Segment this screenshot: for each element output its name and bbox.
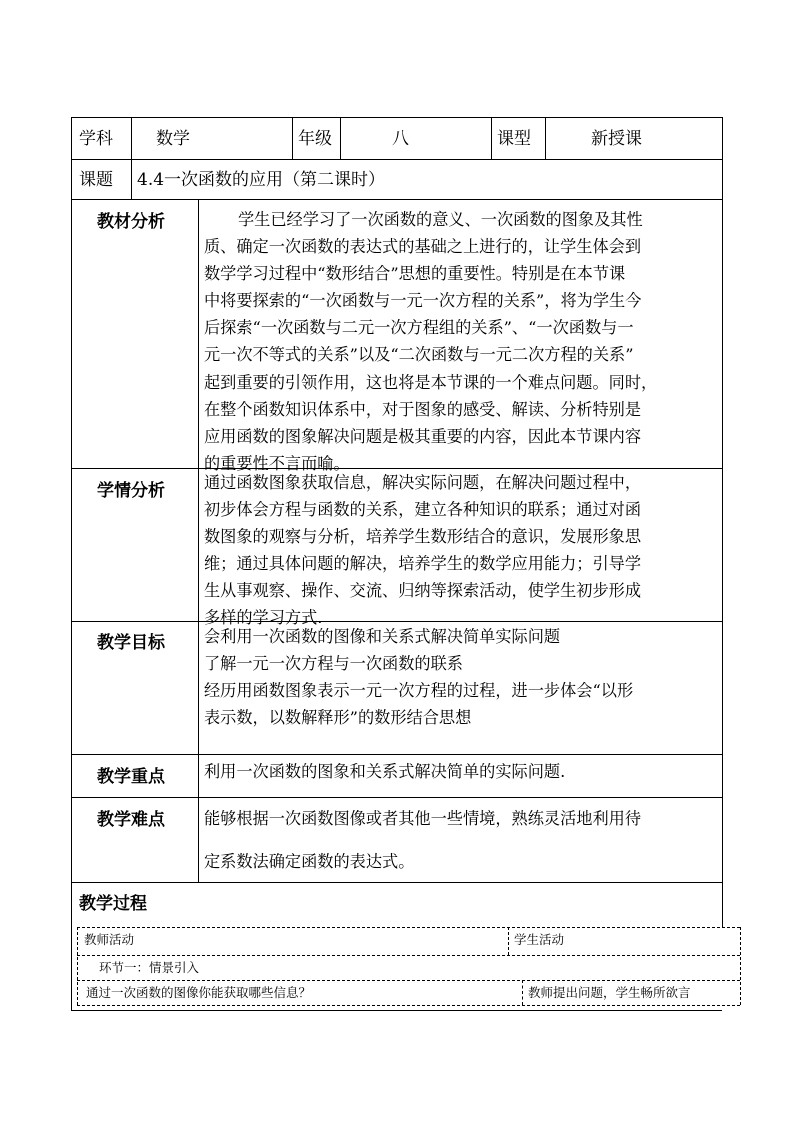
student-analysis-text [204,469,641,632]
student-analysis-label: 学情分析 [97,481,165,501]
difficult-points-line1: 能够根据一次函数图像或者其他一些情境，熟练灵活地利用待 [204,809,642,828]
student-line: 生从事观察、操作、交流、归纳等探索活动，使学生初步形成 [204,581,642,601]
material-analysis-label: 教材分析 [97,212,165,232]
key-points-text: 利用一次函数的图象和关系式解决简单的实际问题. [204,762,566,781]
material-line: 质、确定一次函数的表达式的基础之上进行的，让学生体会到 [204,237,642,257]
material-line: 应用函数的图象解决问题是极其重要的内容，因此本节课内容 [204,426,642,446]
student-line: 数图象的观察与分析，培养学生数形结合的意识，发展形象思 [204,527,642,547]
student-activity-header: 学生活动 [514,932,565,947]
material-line: 数学学习过程中“数形结合”思想的重要性。特别是在本节课 [204,264,626,284]
row1-teacher-text: 通过一次函数的图像你能获取哪些信息？ [86,985,312,1000]
lesson-type-value: 新授课 [591,129,642,149]
goal-line: 了解一元一次方程与一次函数的联系 [204,654,463,674]
subject-label: 学科 [79,129,113,149]
subject-value: 数学 [156,129,190,149]
student-line: 多样的学习方式. [204,608,323,628]
key-points-label: 教学重点 [97,767,165,787]
material-line: 学生已经学习了一次函数的意义、一次函数的图象及其性 [238,210,643,229]
topic-value: 4.4一次函数的应用（第二课时） [137,170,386,190]
material-analysis-text [204,206,657,477]
grade-label: 年级 [298,129,332,149]
material-line: 中将要探索的“一次函数与一元一次方程的关系”，将为学生今 [204,291,642,311]
process-title: 教学过程 [79,894,147,914]
material-line: 元一次不等式的关系”以及“二次函数与一元二次方程的关系” [204,345,634,365]
step1-label: 环节一：情景引入 [99,960,200,975]
material-line: 后探索“一次函数与二元一次方程组的关系”、“一次函数与一 [204,318,634,338]
student-line: 通过函数图象获取信息，解决实际问题，在解决问题过程中， [204,473,642,492]
goal-line: 经历用函数图象表示一元一次方程的过程，进一步体会“以形 [204,681,634,701]
goal-line: 会利用一次函数的图像和关系式解决简单实际问题 [204,627,561,646]
teaching-goals-text [204,623,633,731]
difficult-points-line2: 定系数法确定函数的表达式。 [204,852,415,871]
difficult-points-label: 教学难点 [97,810,165,830]
topic-label: 课题 [79,170,113,190]
teaching-goals-label: 教学目标 [97,633,165,653]
material-line: 起到重要的引领作用，这也将是本节课的一个难点问题。同时， [204,372,658,392]
student-line: 初步体会方程与函数的关系，建立各种知识的联系；通过对函 [204,500,642,520]
material-line: 在整个函数知识体系中，对于图象的感受、解读、分析特别是 [204,399,642,419]
grade-value: 八 [392,129,409,149]
goal-line: 表示数，以数解释形”的数形结合思想 [204,708,472,728]
student-line: 维；通过具体问题的解决，培养学生的数学应用能力；引导学 [204,554,642,574]
material-line: 的重要性不言而喻。 [204,453,350,473]
row1-student-text: 教师提出问题，学生畅所欲言 [528,985,691,1000]
lesson-type-label: 课型 [497,129,531,149]
teacher-activity-header: 教师活动 [84,932,135,947]
